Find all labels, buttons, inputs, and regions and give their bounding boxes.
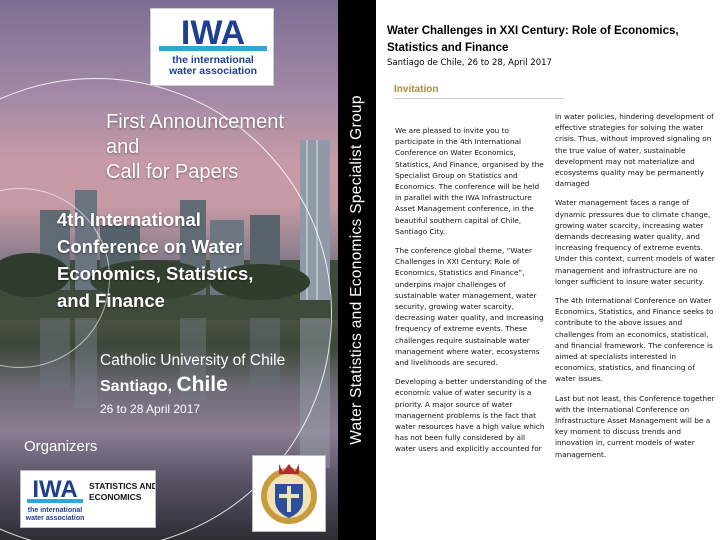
- city-name: Santiago: [100, 378, 168, 395]
- iwa-se-title2: ECONOMICS: [89, 492, 142, 502]
- iwa-se-title1: STATISTICS AND: [89, 481, 155, 491]
- iwa-se-sub2: water association: [25, 515, 85, 522]
- announcement-line-2: and: [106, 136, 140, 158]
- iwa-se-logo-graphic: [21, 471, 155, 527]
- conference-title-line-1: 4th International: [57, 209, 201, 230]
- paragraph: Last but not least, this Conference together with the International Conference on Infrastructure Asset Management will be a key moment to discuss trends and innovation in, current models of water management.: [555, 393, 715, 459]
- iwa-se-sub1: the international: [27, 507, 83, 514]
- paragraph: We are pleased to invite you to participate in the 4th International Conference on Water Economics, Statistics, And Finance, organised by the Specialist Group on Statistics and Economics. The conference will be held in parallel with the IWA Infrastructure Asset Management conference, in the beautiful southern capital of Chile, Santiago City.: [395, 126, 544, 236]
- iwa-logo-mark-text: IWA: [180, 15, 246, 52]
- organizers-label: Organizers: [24, 438, 98, 455]
- venue-city: Santiago, Chile: [100, 373, 228, 396]
- paragraph: Water management faces a range of dynamic pressures due to climate change, growing water scarcity, increasing water demands decreasing water quality, and increasing frequency of extreme events. Under this context, current models of water management and infrastructure are no longer sufficient to insure water security.: [555, 198, 715, 286]
- iwa-se-mark: IWA: [32, 476, 78, 503]
- paragraph: Developing a better understanding of the economic value of water security is a priority. A major source of water management problems is the fact that water resources have a high value which has not been fully considered by all water users and explicitly accounted for: [395, 377, 547, 454]
- text-column-2: [555, 111, 715, 468]
- announcement-line-1: First Announcement: [106, 111, 284, 133]
- iwa-logo: [150, 8, 274, 86]
- text-column-1: [395, 125, 547, 463]
- cover-panel: [0, 0, 338, 540]
- conference-title: [57, 206, 253, 314]
- conference-title-line-3: Economics, Statistics,: [57, 263, 254, 284]
- invitation-heading: Invitation: [394, 84, 439, 95]
- conference-dates: 26 to 28 April 2017: [100, 402, 201, 416]
- invitation-divider: [394, 98, 564, 99]
- event-location: Santiago de Chile, 26 to 28, April 2017: [387, 58, 552, 68]
- conference-title-line-4: and Finance: [57, 290, 165, 311]
- announcement-heading: [106, 110, 284, 185]
- country-name: Chile: [176, 373, 228, 396]
- catholic-university-seal: [252, 455, 326, 532]
- specialist-group-name: Water Statistics and Economics Specialist Group: [348, 95, 365, 445]
- paragraph: in water policies, hindering development of effective strategies for solving the water crisis. Thus, without improved signaling on the true value of water, sustainable development may not materialize and ecosystems quality may be permanently damaged: [555, 112, 714, 189]
- invitation-page: [376, 0, 720, 540]
- conference-title-line-2: Conference on Water: [57, 236, 243, 257]
- iwa-logo-mark: [159, 15, 267, 53]
- announcement-line-3: Call for Papers: [106, 161, 239, 183]
- paragraph: The 4th International Conference on Water Economics, Statistics, and Finance seeks to contribute to the above issues and challenges from an economics, statistical, and financial framework. The conference is aimed at specialists interested in economics, statistics, and financing of water issues.: [555, 296, 714, 384]
- iwa-statistics-economics-logo: [20, 470, 156, 528]
- page-title: Water Challenges in XXI Century: Role of Economics, Statistics and Finance: [387, 25, 679, 54]
- university-seal-graphic: [253, 456, 325, 531]
- university-name: Catholic University of Chile: [100, 352, 286, 369]
- paragraph: The conference global theme, “Water Challenges in XXI Century: Role of Economics, Statistics and Finance”, underpins major challenges of sustainable water management, water security, growing water scarcity, decreasing water quality, and increasing frequency of extreme events. These challenges require sustainable water management where water, ecosystems and livelihoods are secured.: [395, 246, 544, 368]
- iwa-logo-subtitle: the international water association: [168, 54, 258, 77]
